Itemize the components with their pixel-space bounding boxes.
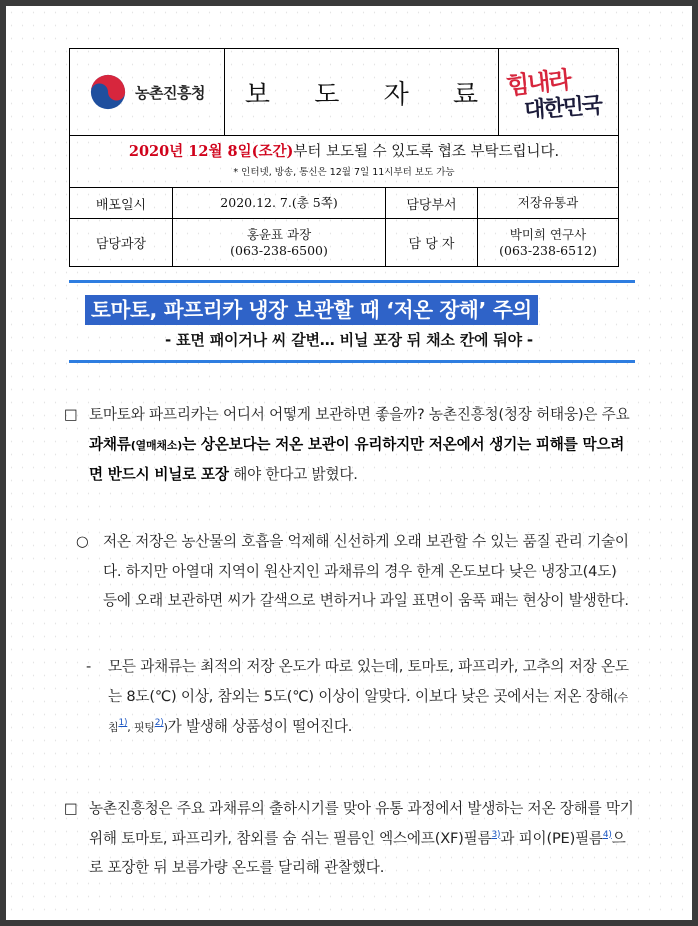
release-value: 2020.12. 7.(총 5쪽) [173,188,386,218]
embargo-note: * 인터넷, 방송, 통신은 12월 7일 11시부터 보도 가능 [233,167,455,178]
doc-type-cell [225,49,499,135]
embargo-date: 2020년 12월 8일(조간) [128,143,294,160]
p3-small-2: , 핏팅 [127,721,155,734]
footnote-2-link[interactable]: 2) [154,718,164,728]
embargo-row [70,136,618,188]
dept-value: 저장유통과 [517,195,579,210]
p3-small-3: ) [163,721,168,734]
p1-text-b: 해야 한다고 밝혔다. [233,466,358,483]
manager-cell [173,219,386,266]
p3-text-a: 모든 과채류는 최적의 저장 온도가 따로 있는데, 토마토, 파프리카, 고추의 저장 온도는 8도(℃) 이상, 참외는 5도(℃) 이상이 알맞다. 이보다 낮은 곳에서는 저온 장해 [108,658,629,705]
title-rule-bottom [69,360,635,363]
contact-row [70,219,618,266]
release-row [70,188,618,219]
taegeuk-logo-icon [89,73,127,111]
slogan-line-2: 대한민국 [522,92,602,124]
p2-text: 저온 저장은 농산물의 호흡을 억제해 신선하게 오래 보관할 수 있는 품질 관리 기술이다. 하지만 아열대 지역이 원산지인 과채류의 경우 한계 온도보다 낮은 냉장고(4도) 등에 오래 보관하면 씨가 갈색으로 변하거나 과일 표면이 움푹 패는 현상이 발생한다. [103,533,629,609]
footnote-3-link[interactable]: 3) [491,829,501,840]
slogan-logo [504,59,614,125]
p1-small: (열매채소) [130,438,183,452]
bullet-circle: ○ [76,533,89,550]
manager-name: 홍윤표 과장 [246,226,312,242]
release-label: 배포일시 [70,188,173,218]
press-release-page [6,6,692,920]
header-top-row [70,49,618,136]
paragraph-2 [76,527,634,616]
p1-bold-2: 는 상온보다는 저온 보관이 유리하지만 저온에서 생기는 피해를 막으려면 반드시 비닐로 포장 [89,435,625,483]
footnote-4-link[interactable]: 4) [602,829,612,840]
slogan-line-1: 힘내라 [504,64,571,101]
footnote-1-link[interactable]: 1) [118,718,128,728]
p1-text-a: 토마토와 파프리카는 어디서 어떻게 보관하면 좋을까? 농촌진흥청(청장 허태웅)은 주요 [89,406,630,423]
p1-bold-1: 과채류 [89,435,131,453]
p4-text-c: 으로 포장한 뒤 보름가량 온도를 달리해 관찰했다. [89,829,626,876]
manager-label: 담당과장 [70,219,173,266]
p4-text-a: 농촌진흥청은 주요 과채류의 출하시기를 맞아 유통 과정에서 발생하는 저온 장해를 막기 위해 토마토, 파프리카, 참외를 숨 쉬는 필름인 엑스에프(XF)필름 [89,800,634,847]
staff-name: 박미희 연구사 [509,226,587,242]
p3-small-1: (수침 [108,690,628,734]
headline: 토마토, 파프리카 냉장 보관할 때 ‘저온 장해’ 주의 [85,295,538,325]
bullet-square: □ [64,406,78,423]
agency-logo-cell [70,49,225,135]
bullet-square-2: □ [64,800,78,817]
p4-text-b: 과 피이(PE)필름 [500,829,603,847]
staff-cell [478,219,618,266]
manager-phone: (063-238-6500) [230,242,328,258]
staff-phone: (063-238-6512) [499,242,597,258]
header-table [69,48,619,267]
paragraph-1 [64,400,634,490]
dept-label: 담당부서 [386,188,478,218]
paragraph-4 [64,794,634,883]
subheadline: - 표면 패이거나 씨 갈변… 비닐 포장 뒤 채소 칸에 둬야 - [165,331,533,349]
embargo-text [70,140,618,161]
doc-type-title: 보 도 자 료 [244,79,497,110]
paragraph-3 [86,652,634,743]
slogan-cell [499,49,618,135]
agency-name: 농촌진흥청 [135,83,205,102]
embargo-rest: 부터 보도될 수 있도록 협조 부탁드립니다. [293,144,560,160]
bullet-dash: - [86,658,92,675]
title-rule-top [69,280,635,283]
staff-label: 담 당 자 [386,219,478,266]
p3-text-b: 가 발생해 상품성이 떨어진다. [167,718,353,735]
